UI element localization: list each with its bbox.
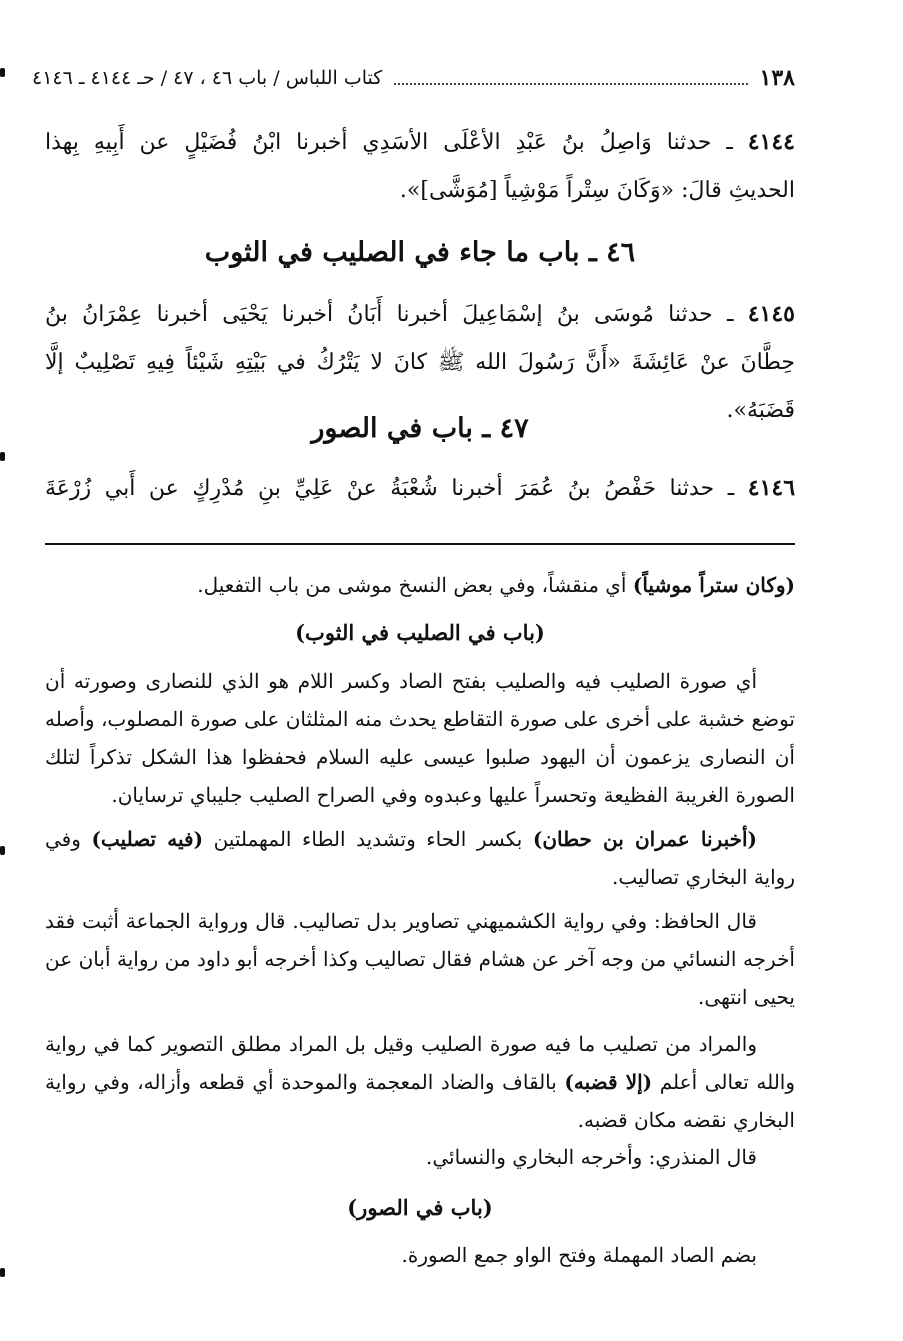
note-3-lemma-1: (أخبرنا عمران بن حطان) bbox=[532, 827, 757, 851]
running-title: كتاب اللباس / باب ٤٦ ، ٤٧ / حـ ٤١٤٤ ـ ٤١٤٦ bbox=[32, 67, 383, 89]
header-dotted-leader bbox=[394, 83, 747, 85]
hadith-text: ـ حدثنا وَاصِلُ بنُ عَبْدِ الأعْلَى الأسَدِي أخبرنا ابْنُ فُضَيْلٍ عن أَبِيهِ بِهذا bbox=[45, 130, 733, 155]
hadith-4146 bbox=[45, 464, 795, 513]
scan-edge-mark bbox=[0, 846, 5, 855]
scan-edge-mark bbox=[0, 68, 5, 77]
note-1 bbox=[45, 566, 795, 604]
note-heading-suwar: (باب في الصور) bbox=[347, 1195, 493, 1220]
note-1-text: أي منقشاً، وفي بعض النسخ موشى من باب التفعيل. bbox=[197, 573, 633, 597]
scan-edge-mark bbox=[0, 1268, 5, 1277]
footnote-separator bbox=[45, 543, 795, 545]
note-heading-salib: (باب في الصليب في الثوب) bbox=[295, 620, 545, 645]
page-number: ١٣٨ bbox=[759, 65, 795, 91]
running-header bbox=[32, 60, 795, 96]
note-3-text-1: بكسر الحاء وتشديد الطاء المهملتين bbox=[203, 827, 533, 851]
note-5-text-2: بالقاف والضاد المعجمة والموحدة أي قطعه وأزاله، وفي رواية البخاري نقضه مكان قضبه. bbox=[45, 1070, 795, 1132]
scan-edge-mark bbox=[0, 452, 5, 461]
hadith-4144 bbox=[45, 118, 795, 215]
chapter-heading-46: ٤٦ ـ باب ما جاء في الصليب في الثوب bbox=[204, 237, 636, 268]
hadith-number: ٤١٤٤ bbox=[747, 129, 795, 155]
hadith-4144-line2: الحديثِ قالَ: «وَكَانَ سِتْراً مَوْشِياً [مُوَشَّى]». bbox=[399, 178, 795, 203]
note-3 bbox=[45, 820, 795, 896]
hadith-4144-line1 bbox=[45, 118, 795, 167]
hadith-text: ـ حدثنا حَفْصُ بنُ عُمَرَ أخبرنا شُعْبَةُ عنْ عَلِيِّ بنِ مُدْرِكٍ عن أَبي زُرْعَةَ bbox=[45, 476, 735, 501]
note-4: قال الحافظ: وفي رواية الكشميهني تصاوير بدل تصاليب. قال ورواية الجماعة أثبت فقد أخرجه النسائي من وجه آخر عن هشام فقال تصاليب وكذا أخرجه أبو داود من رواية أبان عن يحيى انتهى. bbox=[45, 909, 795, 1009]
hadith-4146-line1 bbox=[45, 464, 795, 513]
chapter-heading-47: ٤٧ ـ باب في الصور bbox=[311, 413, 529, 444]
hadith-4145-line1 bbox=[45, 290, 795, 339]
hadith-number: ٤١٤٥ bbox=[747, 301, 795, 327]
note-2: أي صورة الصليب فيه والصليب بفتح الصاد وكسر اللام هو الذي للنصارى وصورته أن توضع خشبة على أخرى على صورة التقاطع يحدث منه المثلثان على صورة المصلوب، وأصله أن النصارى يزعمون أن اليهود صلبوا عيسى عليه السلام فحفظوا هذا الشكل تذكراً لتلك الصورة الغريبة الفظيعة وتحسراً عليها وعبدوه وفي الصراح الصليب جليباي ترسايان. bbox=[45, 669, 795, 807]
note-5-text-1: والمراد من تصليب ما فيه صورة الصليب وقيل بل المراد مطلق التصوير كما في رواية والله تعالى أعلم bbox=[45, 1032, 796, 1094]
note-7: بضم الصاد المهملة وفتح الواو جمع الصورة. bbox=[401, 1243, 757, 1267]
hadith-number: ٤١٤٦ bbox=[747, 475, 796, 501]
hadith-4145-line2: حِطَّانَ عنْ عَائِشَةَ «أَنَّ رَسُولَ الله ﷺ كانَ لا يَتْرُكُ في بَيْتِهِ شَيْئاً فِيهِ تَصْلِيبٌ إلَّا قَضَبَهُ». bbox=[45, 350, 795, 423]
note-6: قال المنذري: وأخرجه البخاري والنسائي. bbox=[426, 1145, 757, 1169]
note-3-lemma-2: (فيه تصليب) bbox=[91, 827, 204, 851]
note-1-lemma: (وكان ستراً موشياً) bbox=[632, 573, 795, 597]
note-5-lemma: (إلا قضبه) bbox=[564, 1070, 653, 1094]
note-5 bbox=[45, 1025, 795, 1139]
note-3-text-2: وفي رواية البخاري تصاليب. bbox=[45, 827, 795, 889]
hadith-text: ـ حدثنا مُوسَى بنُ إسْمَاعِيلَ أخبرنا أَبَانُ أخبرنا يَحْيَى أخبرنا عِمْرَانُ بنُ bbox=[45, 302, 734, 327]
